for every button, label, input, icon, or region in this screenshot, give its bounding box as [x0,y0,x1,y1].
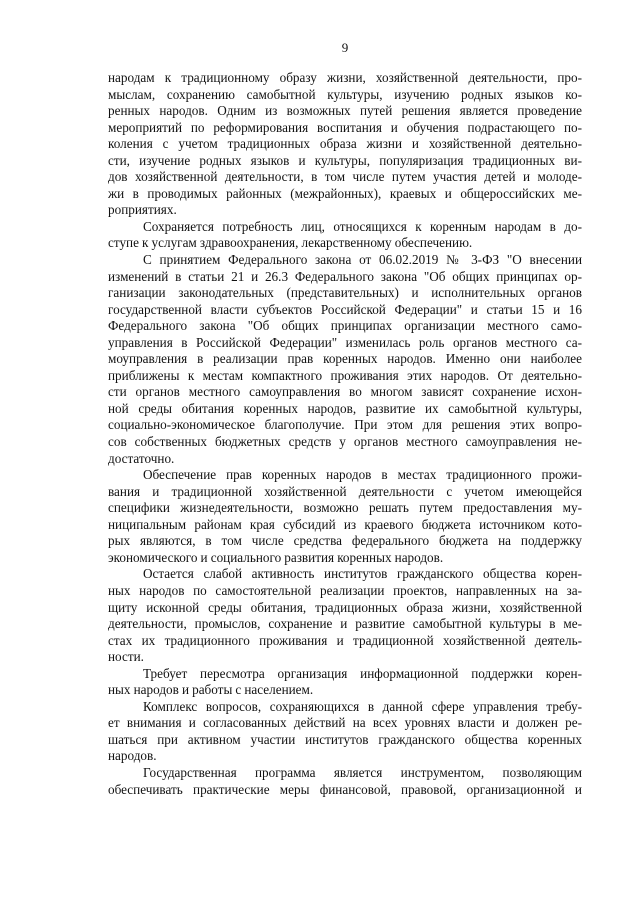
text-line: мыслам, сохранению самобытной культуры, изучению родных языков ко- [108,86,582,102]
paragraph [108,765,582,798]
text-line: С принятием Федерального закона от 06.02.2019 № 3-ФЗ "О внесении [143,252,582,268]
text-line: Комплекс вопросов, сохраняющихся в данной сфере управления требу- [143,698,582,714]
text-line: сов собственных бюджетных средств у органов местного самоуправления не- [108,434,582,450]
text-line: государственной власти субъектов Российской Федерации" и статьи 15 и 16 [108,301,582,317]
text-line: специфики жизнедеятельности, возможно решать путем предоставления му- [108,500,582,516]
text-line: ных народов и работы с населением. [108,682,314,698]
text-line: деятельности, промыслов, сохранение и развитие самобытной культуры в ме- [108,616,582,632]
text-line: Обеспечение прав коренных народов в местах традиционного прожи- [143,467,582,483]
text-line: Требует пересмотра организация информационной поддержки корен- [143,665,582,681]
text-line: роприятиях. [108,202,177,218]
text-line: достаточно. [108,450,175,466]
text-line: ганизации законодательных (представительных) и исполнительных органов [108,285,582,301]
text-line: обеспечивать практические меры финансовой, правовой, организационной и [108,781,582,797]
text-line: управления в Российской Федерации" изменилась роль органов местного са- [108,334,582,350]
page-number: 9 [341,40,349,55]
text-line: стах их традиционного проживания и традиционной хозяйственной деятель- [108,632,582,648]
text-line: сти, изучение родных языков и культуры, популяризация традиционных ви- [108,152,582,168]
text-line: сти органов местного самоуправления во многом зависят сохранение исхон- [108,384,582,400]
paragraph [108,666,582,699]
text-line: Остается слабой активность институтов гражданского общества корен- [143,566,582,582]
text-line: коления с учетом традиционных образа жизни и хозяйственной деятельно- [108,136,582,152]
text-line: приближены к местам компактного проживания этих народов. От деятельно- [108,367,582,383]
text-line: ности. [108,649,144,665]
text-line: Государственная программа является инструментом, позволяющим [143,764,582,780]
document-body [108,70,582,798]
text-line: моуправления в реализации прав коренных народов. Именно они наиболее [108,351,582,367]
text-line: мероприятий по реформирования воспитания и обучения подрастающего по- [108,119,582,135]
text-line: изменений в статьи 21 и 26.3 Федерального закона "Об общих принципах ор- [108,268,582,284]
text-line: Сохраняется потребность лиц, относящихся к коренным народам в до- [143,218,582,234]
text-line: ниципальным районам края субсидий из краевого бюджета источником кото- [108,516,582,532]
text-line: ступе к услугам здравоохранения, лекарственному обеспечению. [108,235,473,251]
text-line: вания и традиционной хозяйственной деятельности с учетом имеющейся [108,483,582,499]
text-line: социально-экономическое благополучие. При этом для решения этих вопро- [108,417,582,433]
text-line: Федерального закона "Об общих принципах организации местного само- [108,318,582,334]
text-line: ет внимания и согласованных действий на всех уровнях власти и должен ре- [108,715,582,731]
text-line: народам к традиционному образу жизни, хозяйственной деятельности, про- [108,70,582,85]
paragraph [108,219,582,252]
paragraph [108,252,582,467]
paragraph [108,699,582,765]
text-line: народов. [108,748,157,764]
text-line: рых являются, в том числе средства федерального бюджета на поддержку [108,533,582,549]
text-line: щиту исконной среды обитания, традиционных образа жизни, хозяйственной [108,599,582,615]
text-line: ной среды обитания коренных народов, развитие их самобытной культуры, [108,400,582,416]
paragraph [108,70,582,219]
text-line: экономического и социального развития коренных народов. [108,549,444,565]
paragraph [108,566,582,665]
text-line: дов хозяйственной деятельности, в том числе путем участия детей и молоде- [108,169,582,185]
text-line: шаться при активном участии институтов гражданского общества коренных [108,731,582,747]
text-line: жи в проводимых районных (межрайонных), краевых и общероссийских ме- [108,185,582,201]
text-line: ных народов по самостоятельной реализации проектов, направленных на за- [108,582,582,598]
paragraph [108,467,582,566]
text-line: ренных народов. Одним из возможных путей решения является проведение [108,103,582,119]
